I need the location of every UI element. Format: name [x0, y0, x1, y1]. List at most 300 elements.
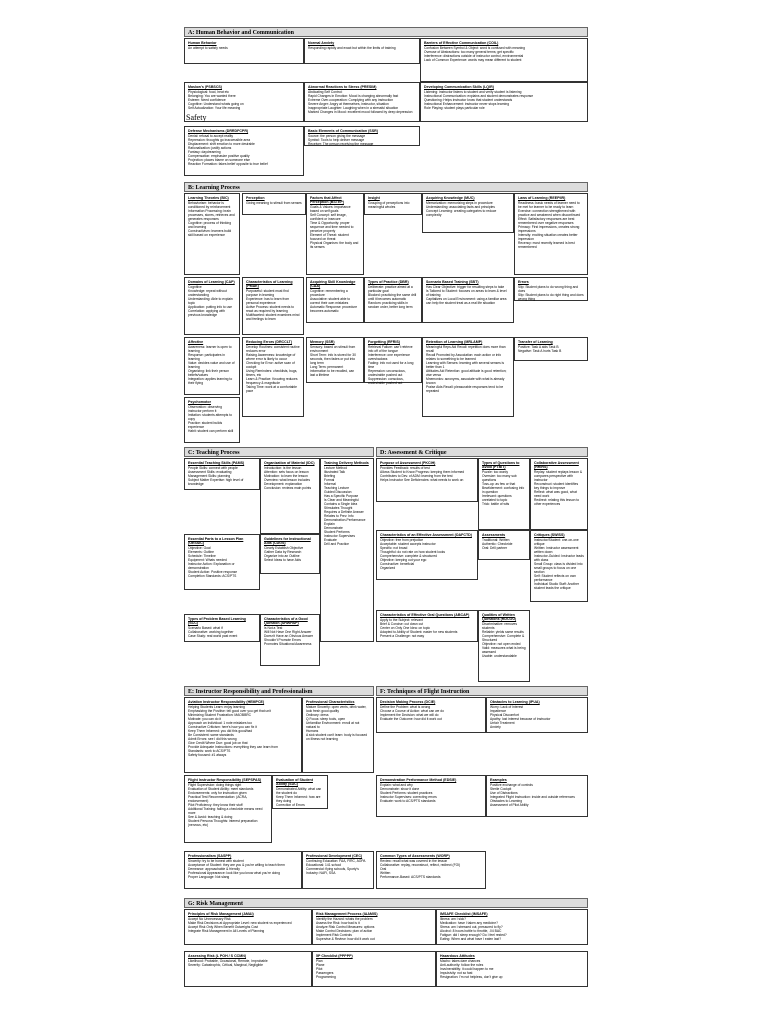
box-line: Demonstrate: show it done: [380, 787, 420, 792]
box-line: Student Action: Positive response: [188, 570, 238, 575]
box-line: Overuse of Abstractions: too many general terms; get specific: [424, 50, 514, 55]
b-domains-box: [184, 277, 240, 335]
box-title: Learning Theories (BIC): [188, 196, 229, 200]
box-line: Continuing Education: FAA, FIRC, AOPA: [306, 859, 366, 864]
box-title: Common Types of Assessments (WORP): [380, 854, 450, 858]
b-acquiring-knowledge-box: [422, 193, 514, 233]
box-line: Elements: Outline: [188, 550, 215, 555]
box-title: Perception: [246, 196, 265, 200]
box-line: Apathy: lost interest because of instructor: [490, 717, 551, 722]
box-line: Implement Risk Controls: [316, 933, 352, 938]
box-line: Illustrated Talk: [324, 470, 346, 475]
box-line: Inappropriate Laughter: Laughing when in a stressful situation: [308, 106, 399, 111]
box-line: Cognitive: [188, 285, 202, 290]
box-line: People Skills: connect with people: [188, 466, 238, 471]
box-line: An attempt to satisfy needs: [188, 46, 228, 51]
box-line: Medication: have I taken any medicine?: [440, 921, 498, 926]
box-line: Demeanor: approachable & friendly: [188, 867, 240, 872]
box-line: Make Control Decisions: plan of action: [316, 929, 373, 934]
box-line: Identify the Hazard: whats the problem: [316, 917, 373, 922]
box-line: Student Performs: student practices: [380, 791, 433, 796]
box-line: Contains a Single Idea: [324, 502, 358, 507]
box-line: Memorization: memorizing steps in procedure: [426, 201, 493, 206]
box-line: Motivate: you can do it: [188, 717, 221, 722]
box-line: Worry: Lack of Interest: [490, 705, 524, 710]
box-title: Qualities of Written Questions (RDCOU): [482, 613, 517, 622]
box-line: Cognitive: process of thinking and learning: [188, 221, 232, 230]
box-line: Rationalization: justify actions: [188, 146, 232, 151]
c-essential-box: [184, 458, 260, 490]
f-decision-box: [376, 697, 486, 733]
a-barriers-box: [420, 38, 588, 82]
box-line: Alcohol: 8 hours bottle to throttle, .04 BAC: [440, 929, 502, 934]
box-line: Minimizing Student Frustration: MAOBBRC: [188, 713, 252, 718]
box-line: Management Skills: planning: [188, 474, 231, 479]
box-title: Abnormal Reactions to Stress (PRESIM): [308, 85, 377, 89]
box-line: Checking for Error: active scan of cockpit: [246, 361, 295, 370]
box-line: Adapted to Ability of Student: easier for new students: [380, 630, 458, 635]
box-line: Pilot Proficiency: they know their stuff: [188, 803, 243, 808]
box-line: Instructional Enhancement: instructor never stops learning: [424, 102, 510, 107]
box-title: Essential Parts to a Lesson Plan (OESSIC): [188, 537, 244, 546]
box-line: Behaviorism: behavior is conditioned by reinforcement: [188, 201, 231, 210]
box-title: Defense Mechanisms (DRRDFCPR): [188, 129, 249, 133]
box-line: Bewilderment: confusing info in question: [482, 486, 525, 495]
box-line: Compensation: emphasize positive quality: [188, 154, 250, 159]
box-line: Abdicating Self Control:: [308, 90, 343, 95]
box-line: Conclusion: reviews main points: [264, 486, 312, 491]
box-line: Severe Anger: Angry at themselves, instructor, situation: [308, 102, 389, 107]
box-line: Proper Language: Not slang: [188, 875, 230, 880]
box-line: Application: putting info to use: [188, 305, 232, 310]
box-line: Organizing: link their person beliefs/values: [188, 369, 230, 378]
box-line: Acceptance of Student: they are you & you're willing to teach them: [188, 863, 285, 868]
box-title: Retention of Learning (MRLAMP): [426, 340, 483, 344]
b-characteristics-box: [242, 277, 304, 335]
section-b-header: B: Learning Process: [184, 182, 588, 192]
box-line: Attitudes Aid Retention: good attitude is good retention; vise versa: [426, 369, 507, 378]
box-line: Experience: has to learn from personal experience: [246, 297, 290, 306]
box-line: A sick student can't learn: body is focused on illness not learning: [306, 733, 368, 742]
box-line: Requires a Definite Answer: [324, 510, 364, 515]
box-title: Characteristics of Learning (PMAE): [246, 280, 293, 289]
box-line: Unfamiliar Environment: enroll at not natural to: [306, 721, 360, 730]
box-line: Helping Students Learn: enjoy learning: [188, 705, 245, 710]
box-line: Illness: am I sick?: [440, 917, 467, 922]
box-title: Normal Anxiety: [308, 41, 335, 45]
box-title: Professional Development (CEC): [306, 854, 363, 858]
box-title: Organization of Material (IDC): [264, 461, 315, 465]
box-line: Recall Promoted by Association: each action or info relates to something to be learned: [426, 353, 502, 362]
box-line: Taking Time: work at a comfortable pace: [246, 385, 297, 394]
box-line: Understanding: associating facts and principles: [426, 205, 495, 210]
f-obstacles-box: [486, 697, 588, 733]
f-examples-box: [486, 775, 588, 817]
box-line: Student Performs: [324, 530, 350, 535]
box-line: Usable: understandable: [482, 654, 517, 659]
box-line: Purposeful: student must find purpose in learning: [246, 289, 289, 298]
box-line: Demonstrated Ability: what can the student do: [276, 787, 322, 796]
box-line: Will Not Have One Right Answer: [264, 630, 312, 635]
box-line: Safety focused: #1 always: [188, 753, 227, 758]
box-line: Capitalizes on Local Environment: using a familiar area can help the student treat as a real life situation: [426, 297, 507, 306]
box-line: Learn & Practice: Knowing reduces frequency & magnitude: [246, 377, 298, 386]
box-line: Long Term: permanent information to be recalled, can last a lifetime: [310, 365, 355, 378]
box-line: Explain: [324, 522, 335, 527]
box-line: Negative: Task A hurts Task B: [518, 349, 562, 354]
d-effective-char-box: [376, 530, 478, 580]
box-line: Receiver: The person receiving the message: [308, 142, 374, 147]
box-line: Commercial: flying schools, Sporty's: [306, 867, 359, 872]
box-line: Recency: most recently learned is best remembered: [518, 241, 575, 250]
box-line: Collaborative: replay, reconstruct, reflect, redirect (FOI): [380, 863, 461, 868]
box-title: Transfer of Learning: [518, 340, 553, 344]
b-errors-box: [514, 277, 588, 301]
box-line: Supervise & Review: how did it work out: [316, 937, 375, 942]
box-line: Instructor Action: Explanation or demonstration: [188, 562, 235, 571]
box-line: Stress: am I stressed out, pressured to fly?: [440, 925, 503, 930]
b-learning-theories-box: [184, 193, 240, 275]
box-line: Physiological: food, heat etc: [188, 90, 230, 95]
box-title: Assessing Risk (L POH / S CCMN): [188, 954, 247, 958]
box-line: Reliable: yields same results: [482, 630, 524, 635]
box-line: Self: Student reflects on own performance: [534, 574, 576, 583]
box-line: Fantasy: daydreaming: [188, 150, 221, 155]
box-line: Integrated Flight Instruction: inside and outside references: [490, 795, 575, 800]
box-line: Belonging: You are wanted there: [188, 94, 236, 99]
box-title: Factors that Affect Perception (BSTEP): [310, 196, 344, 205]
b-practice-box: [364, 277, 422, 323]
box-line: Raising Awareness: knowledge of where error is likely to occur: [246, 353, 296, 362]
box-line: Positive: Task A aids Task B: [518, 345, 559, 350]
box-line: Evaluate: work to ACS/PTS standards: [380, 799, 436, 804]
box-title: Obstacles to Learning (IPUA): [490, 700, 540, 704]
box-title: Purpose of Assessment (PKCIH): [380, 461, 436, 465]
box-line: Confusion Between Symbol & Object: word is confused with meaning: [424, 46, 525, 51]
c-guidelines-box: [260, 534, 320, 574]
box-line: Additional Training: failing a checkride means need more: [188, 807, 263, 816]
g-hazardous-box: [436, 951, 588, 987]
g-process-box: [312, 909, 436, 945]
box-title: Demonstration Performance Method (EDSIE): [380, 778, 457, 782]
box-title: Flight Instructor Responsibility (SEPSPAS): [188, 778, 262, 782]
box-line: Fading: info not used for a long time: [368, 361, 414, 370]
box-line: Select Ideas to have Aids: [264, 558, 302, 563]
box-line: Subject Matter Expertise: high level of knowledge: [188, 478, 244, 487]
box-line: Small Group: class is divided into small groups to focus on one section: [534, 562, 583, 575]
box-line: Teaching Lecture: [324, 486, 350, 491]
box-line: Demonstration-Performance: [324, 518, 366, 523]
box-line: Oversize: too many sub questions: [482, 474, 517, 483]
b-scenario-box: [422, 277, 514, 323]
box-line: Accept Risk Only When Benefit Outweighs Cost: [188, 925, 258, 930]
g-imsafe-box: [436, 909, 588, 945]
box-title: Characteristics of an Effective Assessment (OAFCTD): [380, 533, 472, 537]
box-line: Authentic: Checkride: [482, 542, 513, 547]
box-line: Fatigue: did I sleep enough? Do I feel rested?: [440, 933, 507, 938]
box-line: Be Consistent: same standards: [188, 733, 234, 738]
box-line: Multifaceted: student examines mind and feelings to learn: [246, 313, 300, 322]
box-line: Provides Feedback: results of test: [380, 466, 430, 471]
box-line: Praise Aids Recall: pleasurable responses tend to be repeated: [426, 385, 504, 394]
box-line: Briefing: [324, 474, 336, 479]
box-line: Choose a Course of Action: what can we do: [380, 709, 444, 714]
box-line: Practical Test Recommendation: (ACRA, endorsement): [188, 795, 248, 804]
box-line: Traditional: Written: [482, 538, 510, 543]
c-lesson-plan-box: [184, 534, 260, 590]
box-line: Evaluation of Student Ability: meet standards: [188, 787, 254, 792]
box-line: Formal: [324, 478, 335, 483]
box-line: Imitation: students attempts to copy: [188, 413, 232, 422]
box-line: Correction of Errors: [276, 803, 305, 808]
box-line: Resignation: I'm not helpless, don't give up: [440, 975, 503, 980]
a-basic-elements-box: [304, 126, 420, 146]
box-line: Assessment Skills: evaluating: [188, 470, 232, 475]
section-f-header: F: Techniques of Flight Instruction: [376, 686, 588, 696]
box-line: Sensory: based on stimuli from environment: [310, 345, 356, 354]
d-assessments-box: [478, 530, 530, 560]
e-prof-dev-box: [302, 851, 374, 889]
box-title: Developing Communication Skills (LQIR): [424, 85, 494, 89]
box-line: Standards: work to ACS/PTS: [188, 749, 231, 754]
box-line: Slip: Student plans to do right thing and does wrong thing: [518, 293, 584, 302]
box-title: Hazardous Attitudes: [440, 954, 475, 958]
box-title: Affective: [188, 340, 204, 344]
box-line: Element of Threat: student focused on threat: [310, 233, 349, 242]
box-line: Self Concept: self image, confident or insecure: [310, 213, 347, 222]
box-title: Examples: [490, 778, 507, 782]
box-line: Assessment of Pilot Ability: [490, 803, 529, 808]
box-line: Demonstrate: [324, 526, 343, 531]
box-line: Development: explanation: [264, 482, 303, 487]
e-professionalism-box: [302, 697, 374, 773]
box-line: Repression: unconscious, undesirable pushed out: [368, 369, 406, 378]
box-line: Comprehensive: complete & structured: [380, 554, 437, 559]
f-assessments-box: [376, 851, 486, 889]
box-line: Trick: battle of wits: [482, 502, 510, 507]
box-title: Aviation Instructor Responsibility (HEMPCE): [188, 700, 265, 704]
box-line: Extreme Over-cooperation: Complying with any instruction: [308, 98, 394, 103]
box-line: Macho: takes dare chances: [440, 959, 481, 964]
box-line: Plane: [316, 963, 325, 968]
box-title: Types of Questions to Avoid (PTBIT): [482, 461, 520, 470]
box-line: Oral: Drill partner: [482, 546, 508, 551]
box-line: Performance-Based: ACS/PTS standards: [380, 875, 441, 880]
box-line: Educational: 141 school: [306, 863, 342, 868]
box-line: Contributes to Dev. of ADM: learning from the test: [380, 474, 453, 479]
box-line: Oral: [380, 867, 387, 872]
box-line: Primacy: First impressions, creates strong impressions: [518, 225, 580, 234]
box-title: Principles of Risk Management (AMAI): [188, 912, 254, 916]
box-line: Acceptable: student accepts instructor: [380, 542, 436, 547]
box-line: Denial: refusal to accept reality: [188, 134, 234, 139]
box-line: Programming: [316, 975, 336, 980]
box-line: Blocked: practicing the same drill until it becomes automatic: [368, 293, 417, 302]
box-title: Domains of Learning (CAP): [188, 280, 235, 284]
e-prof-char-box: [184, 851, 302, 889]
box-line: Habit: student can perform skill: [188, 429, 234, 434]
b-perception-box: [242, 193, 306, 215]
e-flight-instructor-box: [184, 775, 272, 843]
box-line: Response: participates in learning: [188, 353, 226, 362]
box-line: Instructional Communication: explains and student demonstrates response: [424, 94, 534, 99]
b-acquiring-skill-box: [306, 277, 364, 323]
box-line: Sterile Cockpit: [490, 787, 512, 792]
g-principles-box: [184, 909, 312, 945]
box-line: Esteem: Need confidence: [188, 98, 226, 103]
box-line: Constructive Criticism: here's how you can fix it: [188, 725, 257, 730]
box-line: Assess the Risk: how bad is it: [316, 921, 360, 926]
box-line: Information Processing: brain processes, stores, retrieves and generates responses: [188, 209, 235, 222]
box-line: Equipment: Whats needed: [188, 558, 227, 563]
b-memory-box: [306, 337, 364, 383]
box-line: Gather Data by Research: [264, 550, 302, 555]
box-line: Active Process: student needs to react as required by learning: [246, 305, 295, 314]
box-line: Retrieval Failure: can't retrieve info off of the tongue: [368, 345, 413, 354]
box-line: Plan: [316, 959, 323, 964]
b-factors-perception-box: [306, 193, 364, 275]
box-line: Drill and Practice: [324, 542, 349, 547]
b-insight-box: [364, 193, 422, 215]
box-line: Mnemonics: acronyms, associate with what is already known: [426, 377, 505, 386]
box-title: Professional Characteristics: [306, 700, 355, 704]
box-title: Memory (SSR): [310, 340, 335, 344]
box-line: Positive exchange of controls: [490, 783, 533, 788]
box-line: Interference: one experience overshadows: [368, 353, 410, 362]
box-line: Toss-up: as few or that: [482, 482, 516, 487]
d-question-types-box: [478, 458, 530, 530]
box-line: Deliberate: practice aimed at a particular goal: [368, 285, 413, 294]
box-title: Maslow's (PSBSCS): [188, 85, 223, 89]
box-line: Interference: distractions outside of instructor control, environmental: [424, 54, 524, 59]
box-line: Completion Standards: ACS/PTS: [188, 574, 237, 579]
box-title: Acquiring Knowledge (MUC): [426, 196, 475, 200]
box-line: Use of Distractions: [490, 791, 518, 796]
box-line: Is Tailored to Student: focuses on areas to learn & level of training: [426, 289, 507, 298]
a-abnormal-box: [304, 82, 420, 122]
box-line: Sincerity: try to be honest with student: [188, 859, 244, 864]
box-line: Readiness: basic needs of learner need to be met for learner to be ready to learn: [518, 201, 580, 210]
a-developing-box: [420, 82, 588, 122]
box-line: Approach an Individual: 1 note mistakes too: [188, 721, 252, 726]
box-title: Critiques (SWISS): [534, 533, 565, 537]
box-line: Practice: student builds experience: [188, 421, 223, 430]
box-line: Exercise: connection strengthened with practice and weakened when discontinued: [518, 209, 581, 218]
box-line: Physical Discomfort: [490, 713, 519, 718]
box-line: Endorsements: only for instruction given: [188, 791, 247, 796]
box-line: Specific: not broad: [380, 546, 408, 551]
box-title: Guidelines for Instructional Aids (CDGS): [264, 537, 311, 546]
box-line: Questioning: Helps instructor know that student understands: [424, 98, 513, 103]
box-line: Accept No Unnecessary Risk: [188, 917, 231, 922]
box-line: Responding rapidly and exact but within the limits of training: [308, 46, 396, 51]
box-line: Projection: places blame on someone else: [188, 158, 250, 163]
box-title: Essential Teaching Skills (PAMS): [188, 461, 245, 465]
box-line: Effect: Satisfactory responses are best remembered over negative responses: [518, 217, 575, 226]
box-line: Is Not a Test: [264, 626, 283, 631]
box-line: Associative: student able to correct their own mistakes: [310, 297, 351, 306]
box-line: Physical Organism: the body and its senses: [310, 241, 359, 250]
c-delivery-box: [320, 458, 374, 642]
box-title: Characteristics of Effective Oral Questions (ABCAP): [380, 613, 470, 617]
box-title: Decision Making Process (DCIE): [380, 700, 436, 704]
e-responsibility-box: [184, 697, 302, 773]
box-line: Self Actualization: Your life meaning: [188, 106, 241, 111]
d-collaborative-box: [530, 458, 588, 530]
box-title: Evaluation of Student Ability (SDC): [276, 778, 313, 787]
box-title: Types of Problem Based Learning (SCC): [188, 617, 246, 626]
box-line: Written: Instructor assessment written down: [534, 546, 579, 555]
box-line: Time & Opportunity: proper sequence and time needed to perceive properly: [310, 221, 354, 234]
b-psychomotor-box: [184, 397, 240, 443]
box-line: Written: [380, 871, 391, 876]
box-title: Human Behavior: [188, 41, 217, 45]
box-line: Attention: sets focus on lesson: [264, 470, 309, 475]
box-line: Allows Student to Know Progress: keeping them informed: [380, 470, 465, 475]
box-line: Objective: free from prejudice: [380, 538, 424, 543]
box-line: Pilot: [316, 967, 323, 972]
box-line: Collaborative: working together: [188, 630, 234, 635]
box-line: Analyze Risk Control Measures: options: [316, 925, 375, 930]
section-g-header: G: Risk Management: [184, 898, 588, 908]
box-line: Brief & Concise: cut down cut: [380, 622, 424, 627]
box-line: Lecture Method: [324, 466, 347, 471]
box-line: Stimulates Thought: [324, 506, 353, 511]
section-e-header: E: Instructor Responsibility and Professionalism: [184, 686, 374, 696]
box-line: Short Term: info is stored for 30 seconds, then fades or put into long term: [310, 353, 356, 366]
box-line: Redirect: relating this lesson to other experiences: [534, 498, 580, 507]
box-line: Eating: When and what have I eaten last?: [440, 937, 502, 942]
box-title: Professionalism (SASPP): [188, 854, 232, 858]
box-line: Using Reminders: checklists, bugs, timers, etc: [246, 369, 298, 378]
box-line: Learning with Senses: learning with several senses is better than 1: [426, 361, 505, 370]
box-line: Student Persona Thoughts: interest preparation (nervous, etc): [188, 819, 258, 828]
a-defense-box: [184, 126, 304, 176]
box-line: Explain: what and why: [380, 783, 413, 788]
stray-safety-label: Safety: [186, 113, 207, 122]
a-human-behavior-box: [184, 38, 304, 64]
box-line: Symbol: Tools to help deliver message: [308, 138, 365, 143]
box-line: Giving meaning to stimuli from senses: [246, 201, 302, 206]
c-problem-based-box: [184, 614, 260, 642]
box-line: Apply to the Subject: relevant: [380, 618, 423, 623]
box-line: Emphasizing the Positive: tell good over you get that unit: [188, 709, 271, 714]
box-line: Random: practicing skills in random order, better long term: [368, 301, 413, 310]
box-title: Barriers of Effective Communication (COIL): [424, 41, 499, 45]
box-title: IMSAFE Checklist (IMSAFE): [440, 912, 488, 916]
box-line: Marked Changes in Mood: excellent mood followed by deep depression: [308, 110, 413, 115]
box-line: Has Clear Objective: trigger for resulting steps to take: [426, 285, 505, 290]
box-line: Keep Them Informed: how are they doing: [276, 795, 321, 804]
g-likelihood-box: [184, 951, 312, 987]
box-line: Industry: NAFI, SSA: [306, 871, 336, 876]
box-line: Understanding: Able to explain topic: [188, 297, 233, 306]
box-line: Irrelevant: questions unrelated to topic: [482, 494, 512, 503]
box-line: Likelihood: Probable, Occasional, Remote, Improbable: [188, 959, 268, 964]
box-line: Keep Them Informed: you did this good/bad: [188, 729, 253, 734]
section-a-header: A: Human Behavior and Communication: [184, 27, 588, 37]
box-title: Collaborative Assessment (RRIRS): [534, 461, 579, 470]
box-line: Define the Problem: what is wrong: [380, 705, 431, 710]
box-line: Integrate Risk Management in All Levels of Planning: [188, 929, 265, 934]
b-forgetting-box: [364, 337, 422, 386]
box-line: Role Playing: student plays particular role: [424, 106, 485, 111]
box-line: Awareness: learner is open to learning: [188, 345, 232, 354]
a-normal-anxiety-box: [304, 38, 420, 64]
box-line: Goals & Values: importance based on self goals: [310, 205, 351, 214]
box-line: Observation: observing instructor perform it: [188, 405, 222, 414]
box-line: Severity: Catastrophic, Critical, Marginal, Negligible: [188, 963, 263, 968]
